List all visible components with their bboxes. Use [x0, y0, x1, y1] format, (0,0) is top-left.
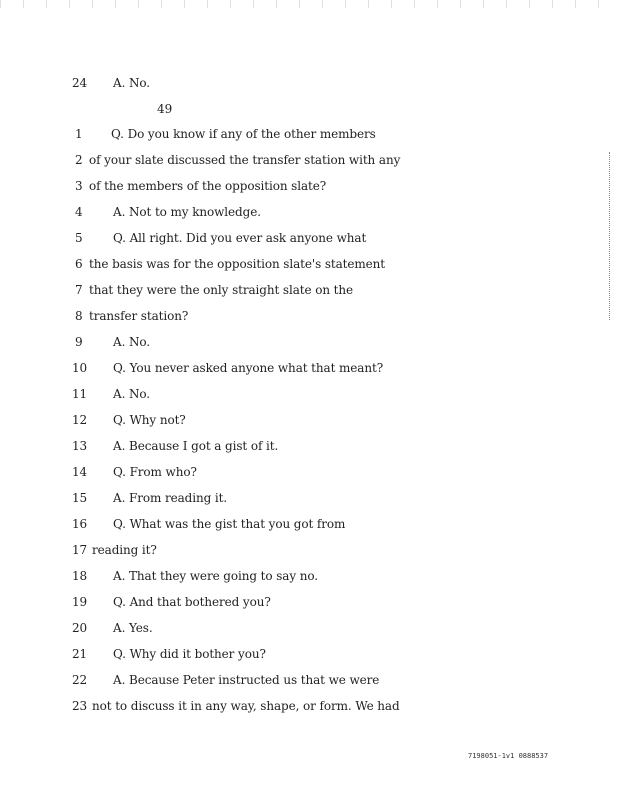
line-text: Q. And that bothered you? [113, 595, 271, 609]
line-text: Q. Why did it bother you? [113, 647, 266, 661]
margin-mark [609, 152, 611, 320]
line-text: transfer station? [89, 309, 189, 323]
page-number: 49 [157, 102, 173, 116]
line-number: 4 [75, 205, 83, 219]
line-text: Q. What was the gist that you got from [113, 517, 346, 531]
line-number: 24 [72, 76, 88, 90]
line-text: Q. You never asked anyone what that meant? [113, 361, 384, 375]
line-number: 21 [72, 647, 88, 661]
line-text: of your slate discussed the transfer station with any [89, 153, 401, 167]
line-number: 10 [72, 361, 88, 375]
line-number: 22 [72, 673, 88, 687]
line-text: A. Because Peter instructed us that we were [113, 673, 380, 687]
line-text: A. No. [113, 387, 151, 401]
line-number: 12 [72, 413, 88, 427]
line-text: Q. All right. Did you ever ask anyone what [113, 231, 367, 245]
line-number: 2 [75, 153, 83, 167]
line-text: Q. Do you know if any of the other members [111, 127, 376, 141]
line-number: 18 [72, 569, 88, 583]
line-number: 19 [72, 595, 88, 609]
line-number: 14 [72, 465, 88, 479]
line-text: the basis was for the opposition slate's statement [89, 257, 386, 271]
line-number: 1 [75, 127, 83, 141]
line-number: 7 [75, 283, 83, 297]
line-number: 13 [72, 439, 88, 453]
line-text: A. No. [113, 335, 151, 349]
line-text: that they were the only straight slate on the [89, 283, 354, 297]
line-number: 20 [72, 621, 88, 635]
line-number: 17 [72, 543, 88, 557]
line-text: A. That they were going to say no. [113, 569, 318, 583]
line-text: Q. From who? [113, 465, 197, 479]
line-text: A. Not to my knowledge. [113, 205, 261, 219]
line-number: 8 [75, 309, 83, 323]
line-number: 23 [72, 699, 88, 713]
line-text: of the members of the opposition slate? [89, 179, 327, 193]
document-id-code: 7198051-1v1 0888537 [468, 752, 549, 760]
line-text: A. No. [113, 76, 151, 90]
line-number: 9 [75, 335, 83, 349]
scan-edge-artifact [0, 0, 619, 8]
line-text: A. Because I got a gist of it. [113, 439, 279, 453]
line-text: not to discuss it in any way, shape, or form. We had [92, 699, 400, 713]
line-number: 16 [72, 517, 88, 531]
line-text: Q. Why not? [113, 413, 186, 427]
line-number: 11 [72, 387, 88, 401]
line-number: 5 [75, 231, 83, 245]
line-number: 3 [75, 179, 83, 193]
line-text: reading it? [92, 543, 157, 557]
line-number: 15 [72, 491, 88, 505]
line-text: A. From reading it. [113, 491, 228, 505]
line-text: A. Yes. [113, 621, 153, 635]
line-number: 6 [75, 257, 83, 271]
